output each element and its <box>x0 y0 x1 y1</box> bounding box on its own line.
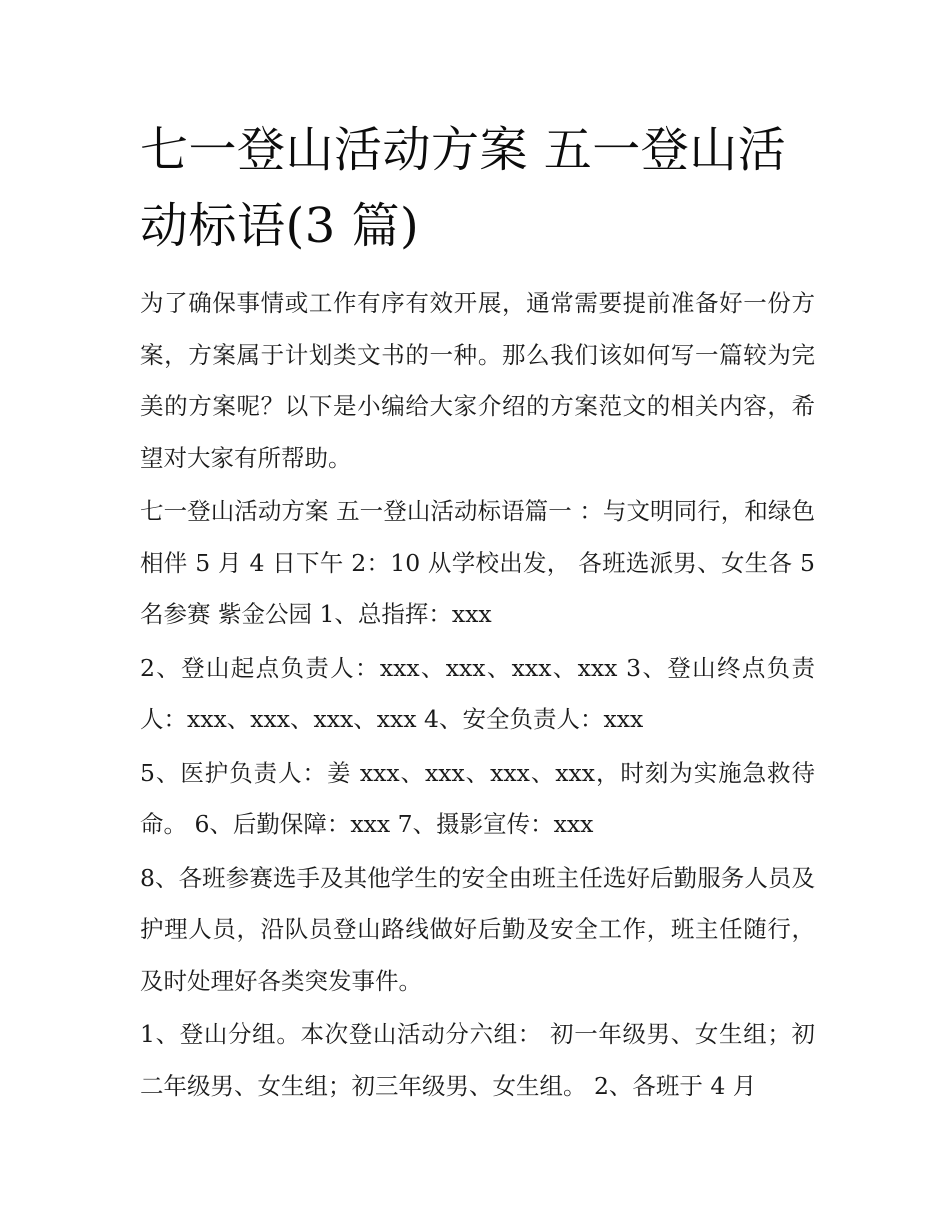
paragraph-staff-1: 2、登山起点负责人：xxx、xxx、xxx、xxx 3、登山终点负责人：xxx、xxx、xxx、xxx 4、安全负责人：xxx <box>140 653 815 733</box>
document-title: 七一登山活动方案 五一登山活动标语(3 篇) <box>140 122 787 254</box>
paragraph-grouping: 1、登山分组。本次登山活动分六组： 初一年级男、女生组；初二年级男、女生组；初三年级男、女生组。 2、各班于 4 月 <box>140 1020 815 1100</box>
paragraph-event-info: 七一登山活动方案 五一登山活动标语篇一 ：与文明同行，和绿色相伴 5 月 4 日下午 2：10 从学校出发， 各班选派男、女生各 5 名参赛 紫金公园 1、总指挥：xxx <box>140 497 815 628</box>
paragraph-intro: 为了确保事情或工作有序有效开展，通常需要提前准备好一份方案，方案属于计划类文书的一种。那么我们该如何写一篇较为完美的方案呢？以下是小编给大家介绍的方案范文的相关内容，希望对大家有所帮助。 <box>140 289 815 472</box>
paragraph-staff-2: 5、医护负责人：姜 xxx、xxx、xxx、xxx，时刻为实施急救待命。 6、后勤保障：xxx 7、摄影宣传：xxx <box>140 758 815 838</box>
document-body <box>140 112 815 1114</box>
paragraph-safety: 8、各班参赛选手及其他学生的安全由班主任选好后勤服务人员及护理人员，沿队员登山路线做好后勤及安全工作，班主任随行，及时处理好各类突发事件。 <box>140 863 815 995</box>
